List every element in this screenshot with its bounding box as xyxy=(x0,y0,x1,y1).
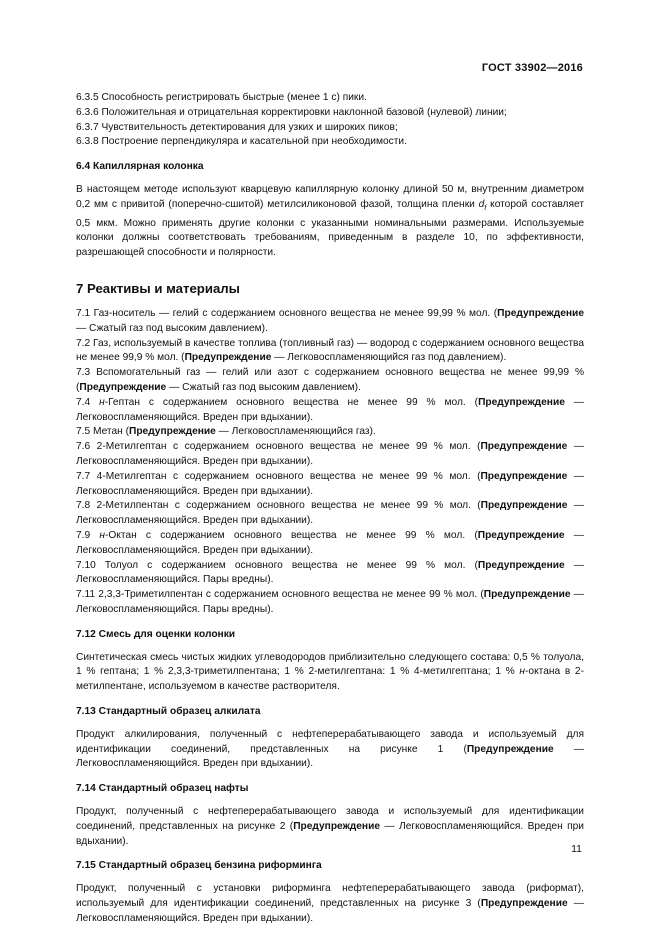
paragraph-7-12: Синтетическая смесь чистых жидких углеводородов приблизительно следующего состава: 0,5 % толуола, 1 % гептана; 1 % 2,3,3-триметилпентана; 1 % 2-метилгептана: 1 % 4-метилгептана; 1 % н-октана в 2-метилпентане, используемом в качестве растворителя. xyxy=(76,651,584,693)
paragraph-7-13: Продукт алкилирования, полученный с нефтеперерабатывающего завода и используемый для идентификации соединений, представленных на рисунке 1 (Предупреждение — Легковоспламеняющийся. Вреден при вдыхании). xyxy=(76,728,584,770)
list-item-6-3-6: 6.3.6 Положительная и отрицательная корректировки наклонной базовой (нулевой) линии; xyxy=(76,106,507,118)
list-item-7-4: 7.4 н-Гептан с содержанием основного вещества не менее 99 % мол. (Предупреждение — Легковоспламеняющийся. Вреден при вдыхании). xyxy=(76,396,584,423)
list-item-6-3-7: 6.3.7 Чувствительность детектирования для узких и широких пиков; xyxy=(76,121,398,133)
list-item-7-1: 7.1 Газ-носитель — гелий с содержанием основного вещества не менее 99,99 % мол. (Предупреждение — Сжатый газ под высоким давлением). xyxy=(76,308,584,334)
heading-7-12: 7.12 Смесь для оценки колонки xyxy=(76,628,236,640)
list-item-7-11: 7.11 2,3,3-Триметилпентан с содержанием основного вещества не менее 99 % мол. (Предупреждение — Легковоспламеняющийся. Пары вредны). xyxy=(76,589,584,615)
list-item-6-3-8: 6.3.8 Построение перпендикуляра и касательной при необходимости. xyxy=(76,136,407,148)
list-item-7-10: 7.10 Толуол с содержанием основного вещества не менее 99 % мол. (Предупреждение — Легковоспламеняющийся. Пары вредны). xyxy=(76,559,584,586)
document-number: ГОСТ 33902—2016 xyxy=(481,62,583,74)
paragraph-6-4: В настоящем методе используют кварцевую капиллярную колонку длиной 50 м, внутренним диаметром 0,2 мм с привитой (поперечно-сшитой) метилсиликоновой фазой, толщина пленки $d_f$ которой составляет 0,5 мкм. Можно применять другие колонки с указанными номинальными размерами. Используемые колонки должны соответствовать требованиям, приведенным в разделе 10, по эффективности, разрешающей способности и полярности. xyxy=(76,183,585,259)
list-item-7-3: 7.3 Вспомогательный газ — гелий или азот с содержанием основного вещества не менее 99,99 % (Предупреждение — Сжатый газ под высоким давлением). xyxy=(76,367,584,393)
paragraph-7-15: Продукт, полученный с установки риформинга нефтеперерабатывающего завода (риформат), используемый для идентификации соединений, представленных на рисунке 3 (Предупреждение — Легковоспламеняющийся. Вреден при вдыхании). xyxy=(76,883,584,924)
list-item-7-7: 7.7 4-Метилгептан с содержанием основного вещества не менее 99 % мол. (Предупреждение — Легковоспламеняющийся. Вреден при вдыхании). xyxy=(76,470,584,497)
heading-7-15: 7.15 Стандартный образец бензина риформинга xyxy=(76,860,322,872)
list-item-7-8: 7.8 2-Метилпентан с содержанием основного вещества не менее 99 % мол. (Предупреждение — Легковоспламеняющийся. Вреден при вдыхании). xyxy=(76,500,584,527)
list-item-6-3-5: 6.3.5 Способность регистрировать быстрые (менее 1 с) пики. xyxy=(76,92,367,103)
list-item-7-6: 7.6 2-Метилгептан с содержанием основного вещества не менее 99 % мол. (Предупреждение — Легковоспламеняющийся. Вреден при вдыхании). xyxy=(76,441,584,467)
heading-6-4: 6.4 Капиллярная колонка xyxy=(76,161,204,173)
heading-7-14: 7.14 Стандартный образец нафты xyxy=(76,783,249,795)
paragraph-7-14: Продукт, полученный с нефтеперерабатывающего завода и используемый для идентификации соединений, представленных на рисунке 2 (Предупреждение — Легковоспламеняющийся. Вреден при вдыхании). xyxy=(76,805,584,847)
page-body xyxy=(76,91,584,926)
page-number: 11 xyxy=(571,843,582,855)
list-item-7-5: 7.5 Метан (Предупреждение — Легковоспламеняющийся газ). xyxy=(76,426,376,438)
list-item-7-2: 7.2 Газ, используемый в качестве топлива (топливный газ) — водород с содержанием основного вещества не менее 99,9 % мол. (Предупреждение — Легковоспламеняющийся газ под давлением). xyxy=(76,337,584,364)
list-item-7-9: 7.9 н-Октан с содержанием основного вещества не менее 99 % мол. (Предупреждение — Легковоспламеняющийся. Вреден при вдыхании). xyxy=(76,529,584,556)
section-7-heading: 7 Реактивы и материалы xyxy=(76,281,240,296)
heading-7-13: 7.13 Стандартный образец алкилата xyxy=(76,705,261,717)
